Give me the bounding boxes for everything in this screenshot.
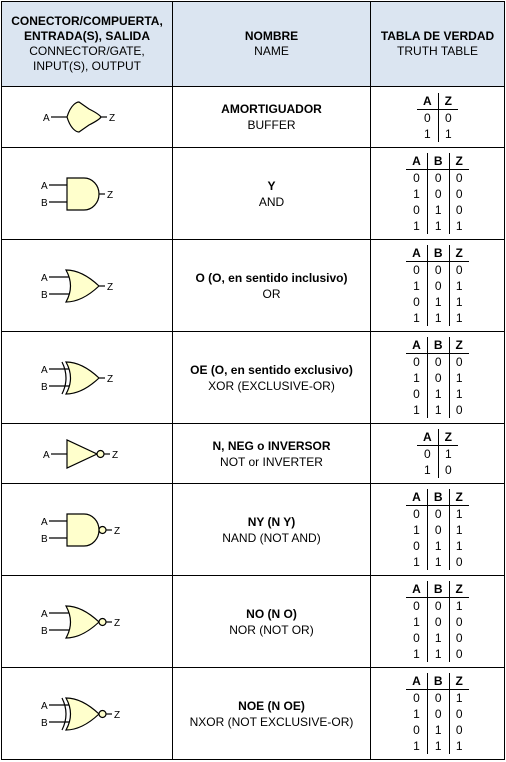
truth-cell: 1 [427, 538, 449, 554]
truth-cell: 0 [413, 263, 420, 277]
xor-body [66, 362, 99, 394]
truth-cell: 0 [423, 110, 431, 125]
truth-cell: 0 [413, 599, 420, 613]
gate-row-nand [2, 484, 505, 576]
gate-rows [2, 87, 505, 760]
truth-header-z: Z [449, 673, 469, 690]
table-header [2, 2, 505, 87]
truth-cell: 0 [427, 614, 449, 630]
truth-cell: 0 [413, 507, 420, 521]
input-b-label: B [41, 533, 48, 545]
gate-row-nor [2, 576, 505, 668]
truth-header-row [406, 489, 469, 506]
truth-header-b: B [427, 153, 449, 170]
truth-cell: 1 [449, 538, 469, 554]
gate-symbol-cell [2, 484, 173, 576]
gate-name-cell [173, 424, 371, 484]
truth-cell: 1 [413, 523, 420, 537]
truth-row [406, 186, 469, 202]
truth-cell: 0 [449, 706, 469, 722]
truth-row [406, 294, 469, 310]
input-b-label: B [41, 717, 48, 729]
truth-cell: 1 [427, 310, 449, 326]
xor-extra-curve [62, 362, 66, 394]
truth-header-row [417, 429, 458, 446]
truth-cell: 0 [427, 186, 449, 202]
truth-cell: 1 [413, 647, 420, 661]
truth-row [406, 170, 469, 187]
output-z-label: Z [114, 617, 121, 629]
input-a-label: A [41, 516, 48, 528]
truth-row [406, 738, 469, 754]
truth-header-row [406, 245, 469, 262]
truth-cell: 1 [449, 278, 469, 294]
truth-table [406, 153, 469, 234]
truth-cell: 0 [438, 109, 458, 126]
truth-table [406, 489, 469, 570]
or-body [66, 270, 99, 302]
truth-row [417, 462, 458, 478]
truth-cell: 1 [449, 386, 469, 402]
truth-table-cell [371, 668, 505, 760]
truth-cell: 1 [427, 386, 449, 402]
truth-table-cell [371, 576, 505, 668]
truth-cell: 0 [427, 354, 449, 371]
gate-symbol-cell [2, 424, 173, 484]
truth-cell: 0 [449, 614, 469, 630]
truth-row [406, 630, 469, 646]
not-gate-symbol [37, 429, 137, 479]
truth-cell: 0 [449, 262, 469, 279]
gate-row-or [2, 240, 505, 332]
truth-cell: 1 [413, 615, 420, 629]
truth-header-a: A [406, 581, 427, 598]
gate-symbol-cell [2, 87, 173, 148]
truth-cell: 1 [427, 402, 449, 418]
truth-row [406, 278, 469, 294]
truth-row [406, 722, 469, 738]
output-z-label: Z [107, 373, 114, 385]
truth-cell: 1 [413, 187, 420, 201]
header-connector [2, 2, 173, 87]
gate-symbol-cell [2, 240, 173, 332]
gate-row-not [2, 424, 505, 484]
gate-name-es: AMORTIGUADOR [221, 102, 322, 116]
gate-symbol-cell [2, 332, 173, 424]
truth-cell: 1 [438, 126, 458, 142]
gate-name-cell [173, 240, 371, 332]
input-a-label: A [41, 364, 48, 376]
truth-cell: 0 [427, 706, 449, 722]
truth-header-b: B [427, 673, 449, 690]
gate-name-en: AND [258, 194, 285, 209]
gate-row-and [2, 148, 505, 240]
input-a-label: A [43, 113, 50, 124]
gate-symbol-cell [2, 576, 173, 668]
inversion-bubble [97, 450, 104, 457]
truth-cell: 0 [413, 171, 420, 185]
output-z-label: Z [107, 281, 114, 293]
truth-cell: 1 [413, 739, 420, 753]
header-name-en: NAME [254, 44, 289, 58]
truth-header-z: Z [449, 337, 469, 354]
not-body [67, 440, 97, 468]
truth-row [417, 109, 458, 126]
gate-name-cell [173, 484, 371, 576]
input-b-label: B [41, 381, 48, 393]
nor-body [66, 606, 99, 638]
input-a-label: A [43, 449, 50, 461]
truth-header-b: B [427, 581, 449, 598]
inversion-bubble [99, 710, 106, 717]
input-b-label: B [41, 289, 48, 301]
truth-row [406, 538, 469, 554]
truth-header-b: B [427, 489, 449, 506]
truth-cell: 0 [449, 186, 469, 202]
truth-cell: 0 [449, 354, 469, 371]
truth-cell: 0 [449, 170, 469, 187]
truth-cell: 0 [427, 278, 449, 294]
truth-cell: 1 [449, 506, 469, 523]
truth-row [406, 202, 469, 218]
truth-cell: 0 [449, 630, 469, 646]
truth-cell: 1 [449, 738, 469, 754]
nand-body [67, 514, 99, 546]
truth-cell: 0 [427, 598, 449, 615]
truth-table [417, 429, 458, 478]
truth-cell: 1 [427, 218, 449, 234]
truth-table-cell [371, 240, 505, 332]
truth-row [406, 370, 469, 386]
gate-row-buffer [2, 87, 505, 148]
gate-name-en: NXOR (NOT EXCLUSIVE-OR) [189, 714, 354, 729]
gate-name-es: NOE (N OE) [238, 698, 305, 713]
truth-row [417, 126, 458, 142]
header-truth-es: TABLA DE VERDAD [380, 29, 495, 43]
truth-header-z: Z [449, 153, 469, 170]
gate-name-en: NOT or INVERTER [220, 454, 323, 469]
truth-cell: 1 [413, 279, 420, 293]
output-z-label: Z [112, 449, 119, 461]
gate-row-xnor [2, 668, 505, 760]
truth-cell: 0 [413, 539, 420, 553]
gate-name-es: O (O, en sentido inclusivo) [195, 270, 348, 285]
truth-cell: 0 [438, 462, 458, 478]
truth-cell: 1 [427, 630, 449, 646]
gate-name-en: OR [262, 286, 281, 301]
truth-header-z: Z [449, 245, 469, 262]
xor-extra-curve [62, 698, 66, 730]
gate-name-es: OE (O, en sentido exclusivo) [190, 362, 353, 377]
buffer-body [67, 102, 101, 132]
truth-table [406, 581, 469, 662]
truth-row [406, 706, 469, 722]
truth-cell: 1 [449, 522, 469, 538]
truth-header-a: A [417, 429, 438, 446]
truth-cell: 0 [449, 202, 469, 218]
truth-header-z: Z [438, 429, 458, 446]
truth-header-a: A [406, 673, 427, 690]
buffer-gate-symbol [37, 92, 137, 142]
truth-cell: 1 [438, 446, 458, 463]
truth-row [406, 310, 469, 326]
truth-header-a: A [406, 489, 427, 506]
truth-cell: 1 [449, 370, 469, 386]
input-b-label: B [41, 625, 48, 637]
gate-name-es: NO (N O) [246, 606, 297, 621]
truth-table [406, 673, 469, 754]
inversion-bubble [99, 618, 106, 625]
truth-table [417, 93, 458, 142]
truth-table-cell [371, 332, 505, 424]
xnor-body [66, 698, 99, 730]
truth-row [406, 598, 469, 615]
truth-cell: 0 [427, 522, 449, 538]
truth-header-b: B [427, 337, 449, 354]
truth-cell: 1 [413, 555, 420, 569]
truth-cell: 1 [449, 294, 469, 310]
output-z-label: Z [109, 113, 116, 124]
truth-cell: 0 [449, 646, 469, 662]
truth-cell: 1 [427, 202, 449, 218]
gate-name-es: Y [267, 178, 276, 193]
truth-header-row [406, 337, 469, 354]
truth-table [406, 337, 469, 418]
truth-row [417, 446, 458, 463]
gate-name-en: NOR (NOT OR) [229, 622, 314, 637]
truth-cell: 1 [423, 126, 431, 141]
header-connector-en: CONNECTOR/GATE, INPUT(S), OUTPUT [29, 44, 145, 73]
truth-cell: 1 [449, 310, 469, 326]
truth-cell: 1 [449, 690, 469, 707]
gate-symbol-cell [2, 668, 173, 760]
input-a-label: A [41, 180, 48, 192]
truth-cell: 0 [413, 631, 420, 645]
truth-row [406, 522, 469, 538]
truth-header-a: A [406, 337, 427, 354]
gate-symbol-cell [2, 148, 173, 240]
gate-name-cell [173, 87, 371, 148]
truth-cell: 1 [427, 722, 449, 738]
truth-cell: 0 [423, 447, 431, 461]
truth-header-row [406, 153, 469, 170]
and-body [67, 178, 99, 210]
truth-cell: 1 [427, 646, 449, 662]
truth-cell: 1 [427, 554, 449, 570]
truth-header-b: B [427, 245, 449, 262]
truth-cell: 0 [413, 723, 420, 737]
truth-row [406, 218, 469, 234]
gate-name-es: NY (N Y) [247, 514, 296, 529]
truth-table [406, 245, 469, 326]
truth-row [406, 506, 469, 523]
gate-row-xor [2, 332, 505, 424]
header-connector-es: CONECTOR/COMPUERTA, ENTRADA(S), SALIDA [11, 14, 163, 43]
truth-header-a: A [406, 153, 427, 170]
truth-cell: 0 [427, 506, 449, 523]
input-a-label: A [41, 700, 48, 712]
truth-header-z: Z [449, 581, 469, 598]
truth-cell: 1 [413, 371, 420, 385]
truth-cell: 0 [427, 690, 449, 707]
truth-row [406, 690, 469, 707]
truth-cell: 1 [427, 738, 449, 754]
truth-cell: 0 [427, 262, 449, 279]
truth-cell: 0 [427, 170, 449, 187]
output-z-label: Z [107, 189, 114, 201]
logic-gates-table [1, 1, 505, 760]
input-b-label: B [41, 197, 48, 209]
truth-header-a: A [417, 93, 438, 110]
and-gate-symbol [37, 169, 137, 219]
gate-name-en: NAND (NOT AND) [222, 530, 321, 545]
inversion-bubble [99, 526, 106, 533]
truth-cell: 1 [413, 219, 420, 233]
truth-cell: 1 [413, 311, 420, 325]
truth-table-cell [371, 484, 505, 576]
truth-cell: 1 [449, 598, 469, 615]
truth-row [406, 554, 469, 570]
truth-cell: 0 [449, 402, 469, 418]
nand-gate-symbol [37, 505, 137, 555]
input-a-label: A [41, 272, 48, 284]
xor-gate-symbol [37, 353, 137, 403]
gate-name-cell [173, 668, 371, 760]
truth-header-row [406, 581, 469, 598]
gate-name-cell [173, 148, 371, 240]
truth-cell: 1 [423, 463, 431, 477]
truth-cell: 0 [413, 355, 420, 369]
truth-cell: 0 [449, 722, 469, 738]
gate-name-en: BUFFER [247, 118, 296, 132]
header-name [173, 2, 371, 87]
truth-cell: 0 [413, 295, 420, 309]
gate-name-en: XOR (EXCLUSIVE-OR) [208, 378, 335, 393]
truth-row [406, 402, 469, 418]
truth-table-cell [371, 148, 505, 240]
truth-row [406, 614, 469, 630]
gate-name-es: N, NEG o INVERSOR [212, 438, 331, 453]
truth-cell: 0 [413, 691, 420, 705]
header-truth-en: TRUTH TABLE [397, 44, 478, 58]
xnor-gate-symbol [37, 689, 137, 739]
truth-cell: 1 [427, 294, 449, 310]
gate-name-cell [173, 332, 371, 424]
truth-cell: 0 [413, 387, 420, 401]
truth-table-cell [371, 87, 505, 148]
header-name-es: NOMBRE [244, 29, 299, 43]
truth-cell: 0 [449, 554, 469, 570]
output-z-label: Z [114, 709, 121, 721]
nor-gate-symbol [37, 597, 137, 647]
truth-cell: 1 [413, 403, 420, 417]
truth-row [406, 386, 469, 402]
truth-row [406, 354, 469, 371]
truth-header-row [417, 93, 458, 110]
truth-table-cell [371, 424, 505, 484]
truth-header-z: Z [449, 489, 469, 506]
truth-cell: 1 [449, 218, 469, 234]
output-z-label: Z [114, 525, 121, 537]
input-a-label: A [41, 608, 48, 620]
or-gate-symbol [37, 261, 137, 311]
gate-name-cell [173, 576, 371, 668]
truth-cell: 1 [413, 707, 420, 721]
truth-header-row [406, 673, 469, 690]
truth-row [406, 646, 469, 662]
truth-header-z: Z [438, 93, 458, 110]
truth-cell: 0 [427, 370, 449, 386]
truth-cell: 0 [413, 203, 420, 217]
truth-header-a: A [406, 245, 427, 262]
header-truth-table [371, 2, 505, 87]
truth-row [406, 262, 469, 279]
